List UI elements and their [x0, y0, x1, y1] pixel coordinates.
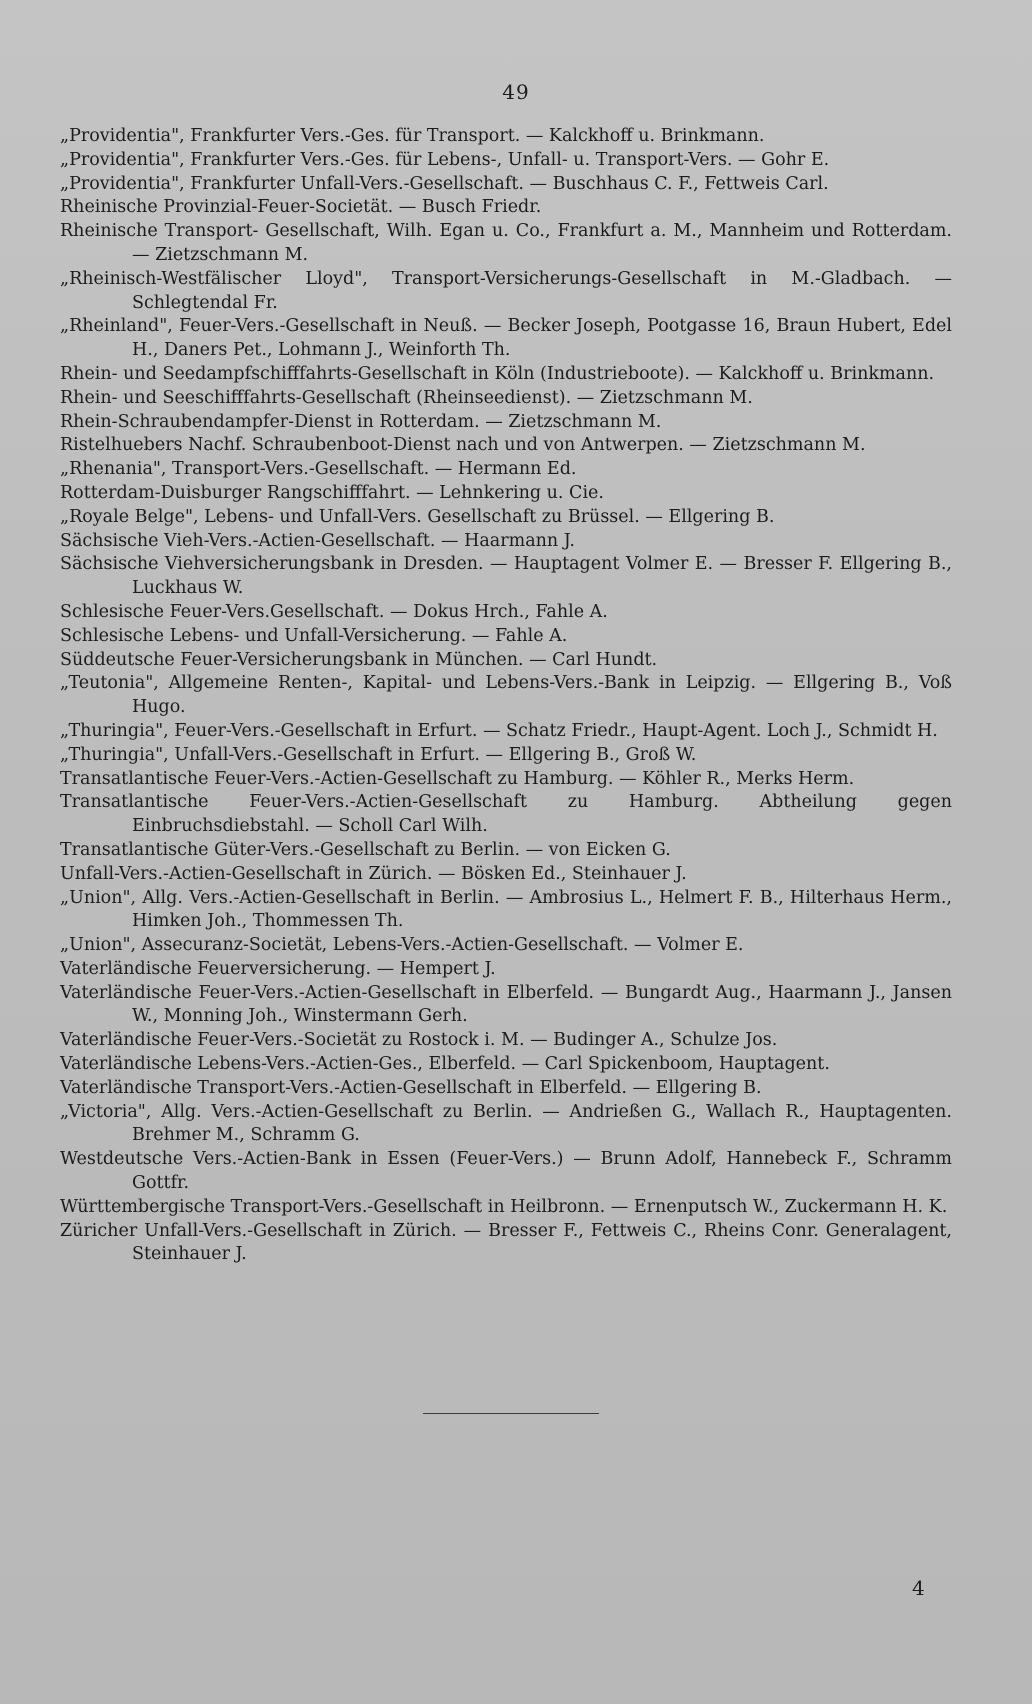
directory-entry: Transatlantische Feuer-Vers.-Actien-Gesellschaft zu Hamburg. Abtheilung gegen Einbruchsdiebstahl. — Scholl Carl Wilh.: [60, 792, 952, 837]
directory-entry: Ristelhuebers Nachf. Schraubenboot-Dienst nach und von Antwerpen. — Zietzschmann M.: [60, 435, 866, 456]
directory-entry: „Union", Allg. Vers.-Actien-Gesellschaft in Berlin. — Ambrosius L., Helmert F. B., Hilterhaus Herm., Himken Joh., Thommessen Th.: [60, 887, 952, 932]
directory-entry: Sächsische Viehversicherungsbank in Dresden. — Hauptagent Volmer E. — Bresser F. Ellgering B., Luckhaus W.: [60, 554, 952, 599]
directory-entry: „Providentia", Frankfurter Unfall-Vers.-Gesellschaft. — Buschhaus C. F., Fettweis Carl.: [60, 173, 829, 194]
directory-entry: „Thuringia", Unfall-Vers.-Gesellschaft in Erfurt. — Ellgering B., Groß W.: [60, 744, 697, 765]
directory-entry: „Rhenania", Transport-Vers.-Gesellschaft. — Hermann Ed.: [60, 459, 577, 480]
directory-entry: Transatlantische Feuer-Vers.-Actien-Gesellschaft zu Hamburg. — Köhler R., Merks Herm.: [60, 768, 855, 789]
directory-entry: Württembergische Transport-Vers.-Gesellschaft in Heilbronn. — Ernenputsch W., Zuckermann H. K.: [60, 1196, 948, 1217]
directory-entry: Unfall-Vers.-Actien-Gesellschaft in Zürich. — Bösken Ed., Steinhauer J.: [60, 863, 687, 884]
directory-entry: „Royale Belge", Lebens- und Unfall-Vers. Gesellschaft zu Brüssel. — Ellgering B.: [60, 506, 775, 527]
directory-entry: Vaterländische Feuerversicherung. — Hempert J.: [60, 958, 496, 979]
directory-entry: „Rheinisch-Westfälischer Lloyd", Transport-Versicherungs-Gesellschaft in M.-Gladbach. — Schlegtendal Fr.: [60, 268, 952, 313]
signature-mark: 4: [912, 1576, 925, 1600]
directory-entry: Süddeutsche Feuer-Versicherungsbank in München. — Carl Hundt.: [60, 649, 658, 670]
directory-entry: „Teutonia", Allgemeine Renten-, Kapital- und Lebens-Vers.-Bank in Leipzig. — Ellgering B., Voß Hugo.: [60, 673, 952, 718]
directory-entry: Rheinische Transport- Gesellschaft, Wilh. Egan u. Co., Frankfurt a. M., Mannheim und Rotterdam. — Zietzschmann M.: [60, 221, 952, 265]
directory-entry: „Union", Assecuranz-Societät, Lebens-Vers.-Actien-Gesellschaft. — Volmer E.: [60, 935, 744, 956]
agency-directory-list: [60, 125, 952, 1267]
directory-entry: „Rheinland", Feuer-Vers.-Gesellschaft in Neuß. — Becker Joseph, Pootgasse 16, Braun Hubert, Edel H., Daners Pet., Lohmann J., Weinforth Th.: [60, 316, 952, 361]
directory-entry: Rhein-Schraubendampfer-Dienst in Rotterdam. — Zietzschmann M.: [60, 411, 662, 432]
directory-entry: Rhein- und Seedampfschifffahrts-Gesellschaft in Köln (Industrieboote). — Kalckhoff u. Brinkmann.: [60, 363, 935, 384]
directory-entry: Vaterländische Transport-Vers.-Actien-Gesellschaft in Elberfeld. — Ellgering B.: [60, 1077, 762, 1098]
directory-entry: „Providentia", Frankfurter Vers.-Ges. für Transport. — Kalckhoff u. Brinkmann.: [60, 126, 765, 146]
directory-entry: Schlesische Lebens- und Unfall-Versicherung. — Fahle A.: [60, 625, 568, 646]
directory-entry: Schlesische Feuer-Vers.Gesellschaft. — Dokus Hrch., Fahle A.: [60, 601, 608, 622]
directory-entry: Transatlantische Güter-Vers.-Gesellschaft zu Berlin. — von Eicken G.: [60, 839, 671, 860]
directory-entry: Vaterländische Lebens-Vers.-Actien-Ges., Elberfeld. — Carl Spickenboom, Hauptagent.: [60, 1054, 830, 1075]
directory-entry: Rhein- und Seeschifffahrts-Gesellschaft (Rheinseedienst). — Zietzschmann M.: [60, 387, 753, 408]
directory-entry: Rheinische Provinzial-Feuer-Societät. — Busch Friedr.: [60, 197, 542, 218]
directory-entry: Rotterdam-Duisburger Rangschifffahrt. — Lehnkering u. Cie.: [60, 482, 604, 503]
page-number: 49: [502, 80, 530, 104]
directory-entry: „Providentia", Frankfurter Vers.-Ges. für Lebens-, Unfall- u. Transport-Vers. — Gohr E.: [60, 149, 830, 170]
section-divider: [423, 1413, 599, 1414]
directory-entry: Züricher Unfall-Vers.-Gesellschaft in Zürich. — Bresser F., Fettweis C., Rheins Conr. Generalagent, Steinhauer J.: [60, 1220, 952, 1265]
directory-entry: Vaterländische Feuer-Vers.-Actien-Gesellschaft in Elberfeld. — Bungardt Aug., Haarmann J., Jansen W., Monning Joh., Winstermann Gerh.: [60, 982, 952, 1027]
directory-entry: Sächsische Vieh-Vers.-Actien-Gesellschaft. — Haarmann J.: [60, 530, 575, 551]
directory-entry: „Thuringia", Feuer-Vers.-Gesellschaft in Erfurt. — Schatz Friedr., Haupt-Agent. Loch J., Schmidt H.: [60, 720, 938, 741]
directory-entry: Vaterländische Feuer-Vers.-Societät zu Rostock i. M. — Budinger A., Schulze Jos.: [60, 1030, 778, 1051]
directory-entry: Westdeutsche Vers.-Actien-Bank in Essen (Feuer-Vers.) — Brunn Adolf, Hannebeck F., Schramm Gottfr.: [60, 1149, 952, 1194]
directory-entry: „Victoria", Allg. Vers.-Actien-Gesellschaft zu Berlin. — Andrießen G., Wallach R., Hauptagenten. Brehmer M., Schramm G.: [60, 1101, 952, 1146]
